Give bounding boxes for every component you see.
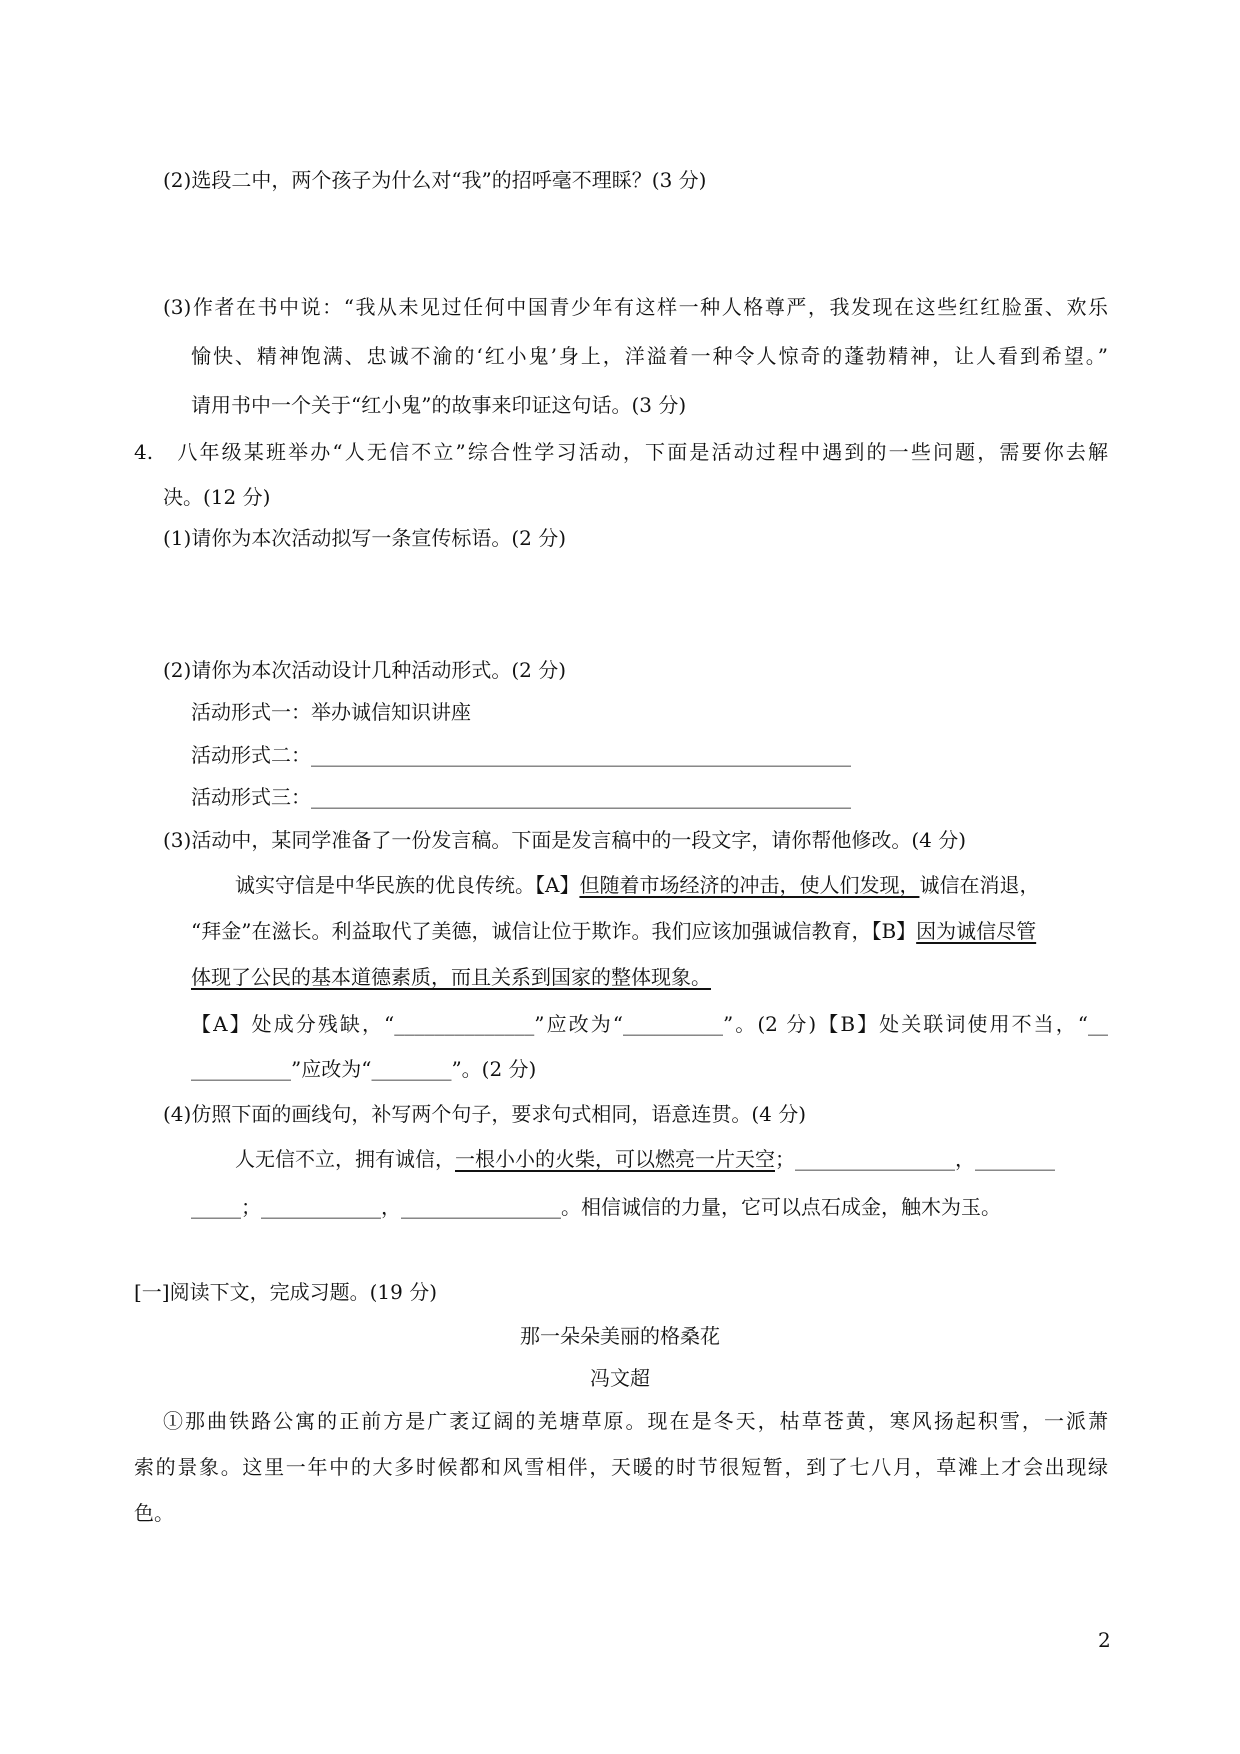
question-4-4: (4)仿照下面的画线句，补写两个句子，要求句式相同，语意连贯。(4 分) bbox=[163, 1102, 807, 1126]
question-3-3-line2: 愉快、精神饱满、忠诚不渝的‘红小鬼’身上，洋溢着一种令人惊奇的蓬勃精神，让人看到希望。” bbox=[191, 344, 1108, 368]
fix-line2: __________”应改为“________”。(2 分) bbox=[191, 1057, 537, 1081]
article-author: 冯文超 bbox=[590, 1366, 650, 1390]
speech-text: “拜金”在滋长。利益取代了美德，诚信让位于欺诈。我们应该加强诚信教育，【B】 bbox=[191, 919, 917, 943]
speech-text: 诚实守信是中华民族的优良传统。【A】 bbox=[235, 873, 580, 897]
question-4-3: (3)活动中，某同学准备了一份发言稿。下面是发言稿中的一段文字，请你帮他修改。(4 分) bbox=[163, 828, 967, 852]
question-4-2: (2)请你为本次活动设计几种活动形式。(2 分) bbox=[163, 658, 567, 682]
question-4-line2: 决。(12 分) bbox=[163, 485, 271, 509]
imitation-text: 人无信不立，拥有诚信， bbox=[235, 1147, 455, 1171]
activity-form-2: 活动形式二：______________________________________________________ bbox=[191, 743, 851, 767]
imitation-line2: _____；____________，________________。相信诚信的力量，它可以点石成金，触木为玉。 bbox=[191, 1195, 1001, 1219]
paragraph-1-line3: 色。 bbox=[134, 1501, 174, 1525]
section-title: [一]阅读下文，完成习题。(19 分) bbox=[134, 1280, 438, 1304]
page-number: 2 bbox=[1098, 1628, 1111, 1652]
speech-text: 诚信在消退， bbox=[919, 873, 1040, 897]
question-3-3-line1: (3)作者在书中说：“我从未见过任何中国青少年有这样一种人格尊严，我发现在这些红红脸蛋、欢乐 bbox=[163, 295, 1108, 319]
speech-line1 bbox=[235, 871, 1039, 899]
article-title: 那一朵朵美丽的格桑花 bbox=[520, 1324, 720, 1348]
activity-form-1: 活动形式一：举办诚信知识讲座 bbox=[191, 700, 471, 724]
paragraph-1-line2: 索的景象。这里一年中的大多时候都和风雪相伴，天暖的时节很短暂，到了七八月，草滩上才会出现绿 bbox=[134, 1455, 1108, 1479]
question-3-3-line3: 请用书中一个关于“红小鬼”的故事来印证这句话。(3 分) bbox=[191, 393, 687, 417]
paragraph-1-line1: ①那曲铁路公寓的正前方是广袤辽阔的羌塘草原。现在是冬天，枯草苍黄，寒风扬起积雪，一派萧 bbox=[163, 1409, 1108, 1433]
question-4-line1: 4. 八年级某班举办“人无信不立”综合性学习活动，下面是活动过程中遇到的一些问题，需要你去解 bbox=[134, 440, 1108, 464]
underlined-sentence-a: 但随着市场经济的冲击，使人们发现， bbox=[579, 873, 920, 897]
speech-line2 bbox=[191, 917, 1036, 945]
imitation-line1 bbox=[235, 1145, 1055, 1173]
question-4-1: (1)请你为本次活动拟写一条宣传标语。(2 分) bbox=[163, 526, 567, 550]
imitation-blanks: ；________________，________ bbox=[775, 1147, 1055, 1171]
underlined-model-sentence: 一根小小的火柴，可以燃亮一片天空 bbox=[455, 1147, 775, 1171]
activity-form-3: 活动形式三：______________________________________________________ bbox=[191, 785, 851, 809]
speech-line3: 体现了公民的基本道德素质，而且关系到国家的整体现象。 bbox=[191, 965, 711, 989]
fix-line1: 【A】处成分残缺，“______________”应改为“__________”。(2 分)【B】处关联词使用不当，“__ bbox=[191, 1012, 1108, 1036]
underlined-sentence-b: 因为诚信尽管 bbox=[916, 919, 1037, 943]
question-3-2: (2)选段二中，两个孩子为什么对“我”的招呼毫不理睬？(3 分) bbox=[163, 168, 707, 192]
